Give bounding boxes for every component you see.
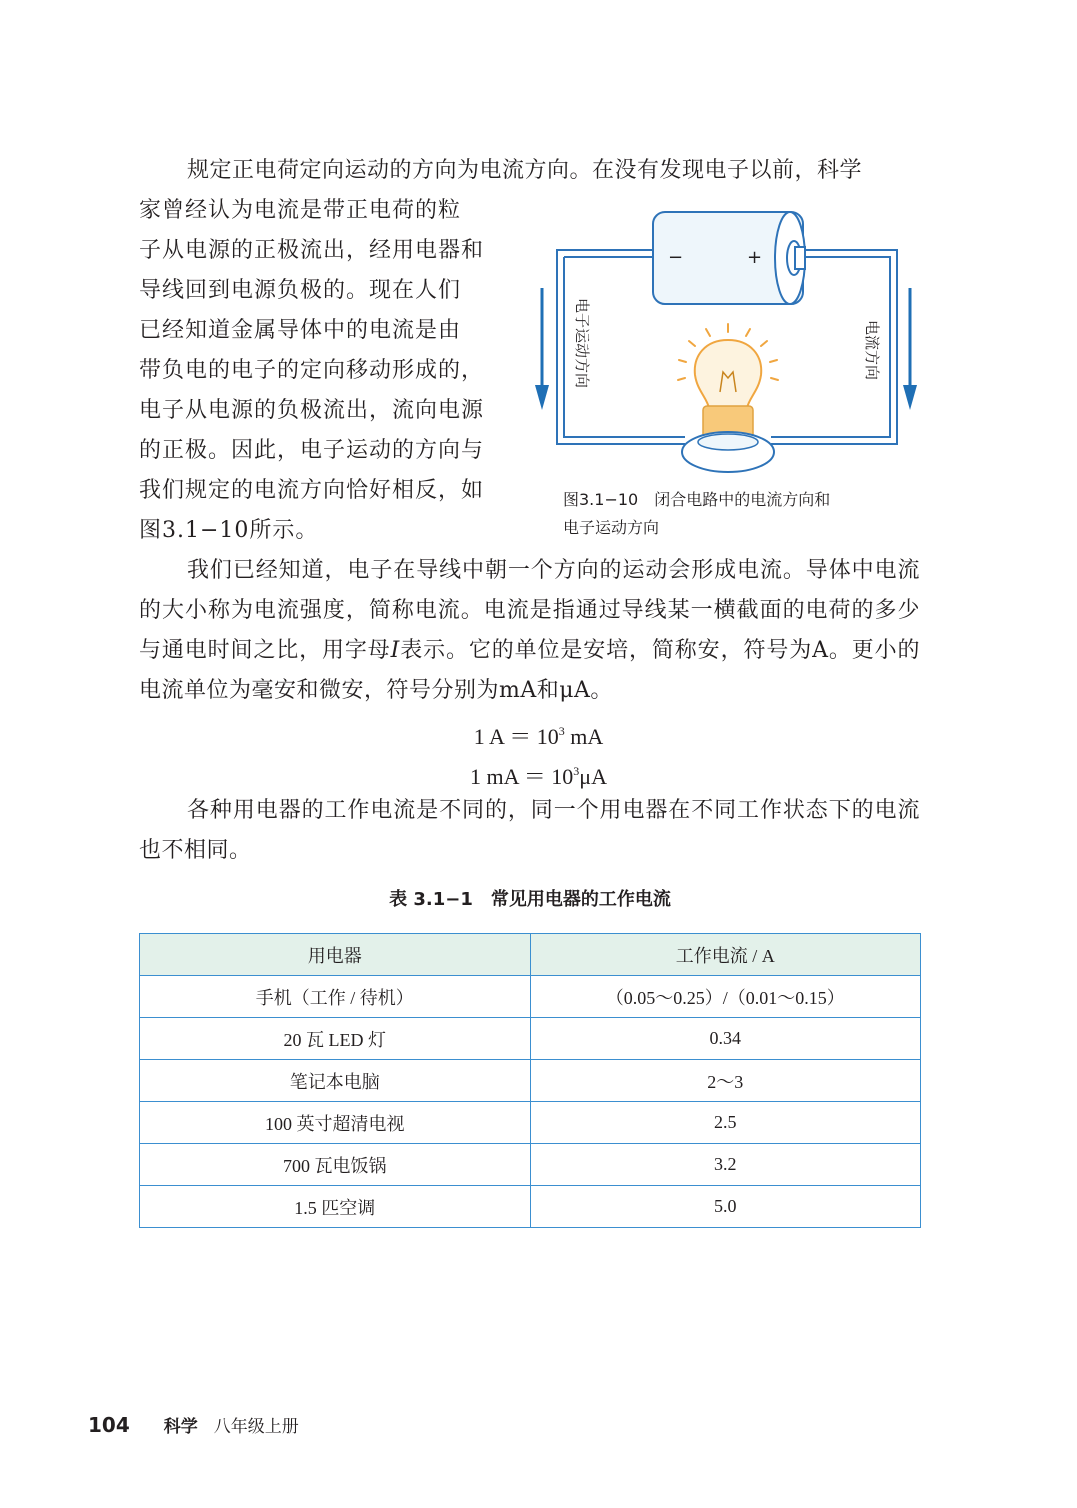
formula-1-exponent: 3: [558, 724, 565, 738]
electron-direction-label: 电子运动方向: [573, 298, 591, 389]
paragraph-1-line-1: 规定正电荷定向运动的方向为电流方向。在没有发现电子以前，科学: [187, 158, 863, 183]
current-cell: 5.0: [530, 1186, 921, 1228]
formula-1-left: 1 A ＝ 10: [473, 724, 559, 749]
text-line: 家曾经认为电流是带正电荷的粒: [139, 198, 462, 223]
current-direction-label: 电流方向: [863, 320, 881, 381]
current-cell: 0.34: [530, 1018, 921, 1060]
table-row: [140, 1144, 921, 1186]
current-table: [139, 933, 921, 1228]
light-bulb: [695, 340, 761, 440]
page-number: 104: [88, 1413, 130, 1437]
text-line: 带负电的电子的定向移动形成的，: [139, 358, 485, 383]
electron-direction-arrow: [535, 288, 549, 410]
table-row: [140, 1186, 921, 1228]
current-symbol: I: [390, 638, 400, 663]
table-row: [140, 1102, 921, 1144]
header-appliance: 用电器: [140, 934, 531, 976]
bulb-socket: [682, 432, 774, 472]
battery-minus-sign: −: [668, 247, 684, 268]
text-line: 子从电源的正极流出，经用电器和: [139, 238, 485, 263]
battery-plus-sign: +: [747, 247, 763, 268]
paragraph-3: 各种用电器的工作电流是不同的，同一个用电器在不同工作状态下的电流也不相同。: [139, 798, 920, 863]
header-current: 工作电流 / A: [530, 934, 921, 976]
book-grade: 八年级上册: [213, 1417, 299, 1437]
paragraph-2-text-a: 我们已经知道，电子在导线中朝一个方向的运动会形成电流。导体中电流的大小称为电流强度，简称电流。电流是指通过导线某一横截面的电荷的多少与通电时间之比，用字母: [139, 558, 920, 663]
book-subject: 科学: [163, 1417, 198, 1437]
formula-1-unit: mA: [564, 724, 604, 749]
formula-2-left: 1 mA ＝ 10: [470, 764, 574, 789]
appliance-cell: 100 英寸超清电视: [140, 1102, 531, 1144]
current-direction-arrow: [903, 288, 917, 410]
formula-2-unit: μA: [579, 764, 607, 789]
text-line: 的正极。因此，电子运动的方向与: [139, 438, 485, 463]
current-cell: 3.2: [530, 1144, 921, 1186]
table-row: [140, 1060, 921, 1102]
text-line: 电子从电源的负极流出，流向电源: [139, 398, 485, 423]
paragraph-2: [139, 551, 920, 711]
formula-2-exponent: 3: [573, 764, 580, 778]
paragraph-2-text-b: 表示。它的单位是安培，简称安，符号为A。更小的电流单位为毫安和微安，符号分别为mA和μA。: [139, 638, 920, 703]
text-line: 已经知道金属导体中的电流是由: [139, 318, 462, 343]
current-cell: 2.5: [530, 1102, 921, 1144]
table-row: [140, 976, 921, 1018]
circuit-figure: [525, 200, 925, 490]
figure-caption-line-1: 图3.1−10 闭合电路中的电流方向和: [563, 490, 831, 509]
current-cell: （0.05～0.25）/（0.01～0.15）: [530, 976, 921, 1018]
appliance-cell: 手机（工作 / 待机）: [140, 976, 531, 1018]
table-title: 表 3.1−1 常见用电器的工作电流: [389, 889, 671, 910]
appliance-cell: 笔记本电脑: [140, 1060, 531, 1102]
appliance-cell: 20 瓦 LED 灯: [140, 1018, 531, 1060]
text-line: 导线回到电源负极的。现在人们: [139, 278, 462, 303]
current-cell: 2～3: [530, 1060, 921, 1102]
page-footer: [88, 1412, 299, 1437]
text-line: 我们规定的电流方向恰好相反，如: [139, 478, 485, 503]
table-row: [140, 1018, 921, 1060]
text-line: 图3.1−10所示。: [139, 518, 319, 543]
table-header-row: [140, 934, 921, 976]
appliance-cell: 700 瓦电饭锅: [140, 1144, 531, 1186]
figure-caption-line-2: 电子运动方向: [563, 518, 660, 537]
appliance-cell: 1.5 匹空调: [140, 1186, 531, 1228]
